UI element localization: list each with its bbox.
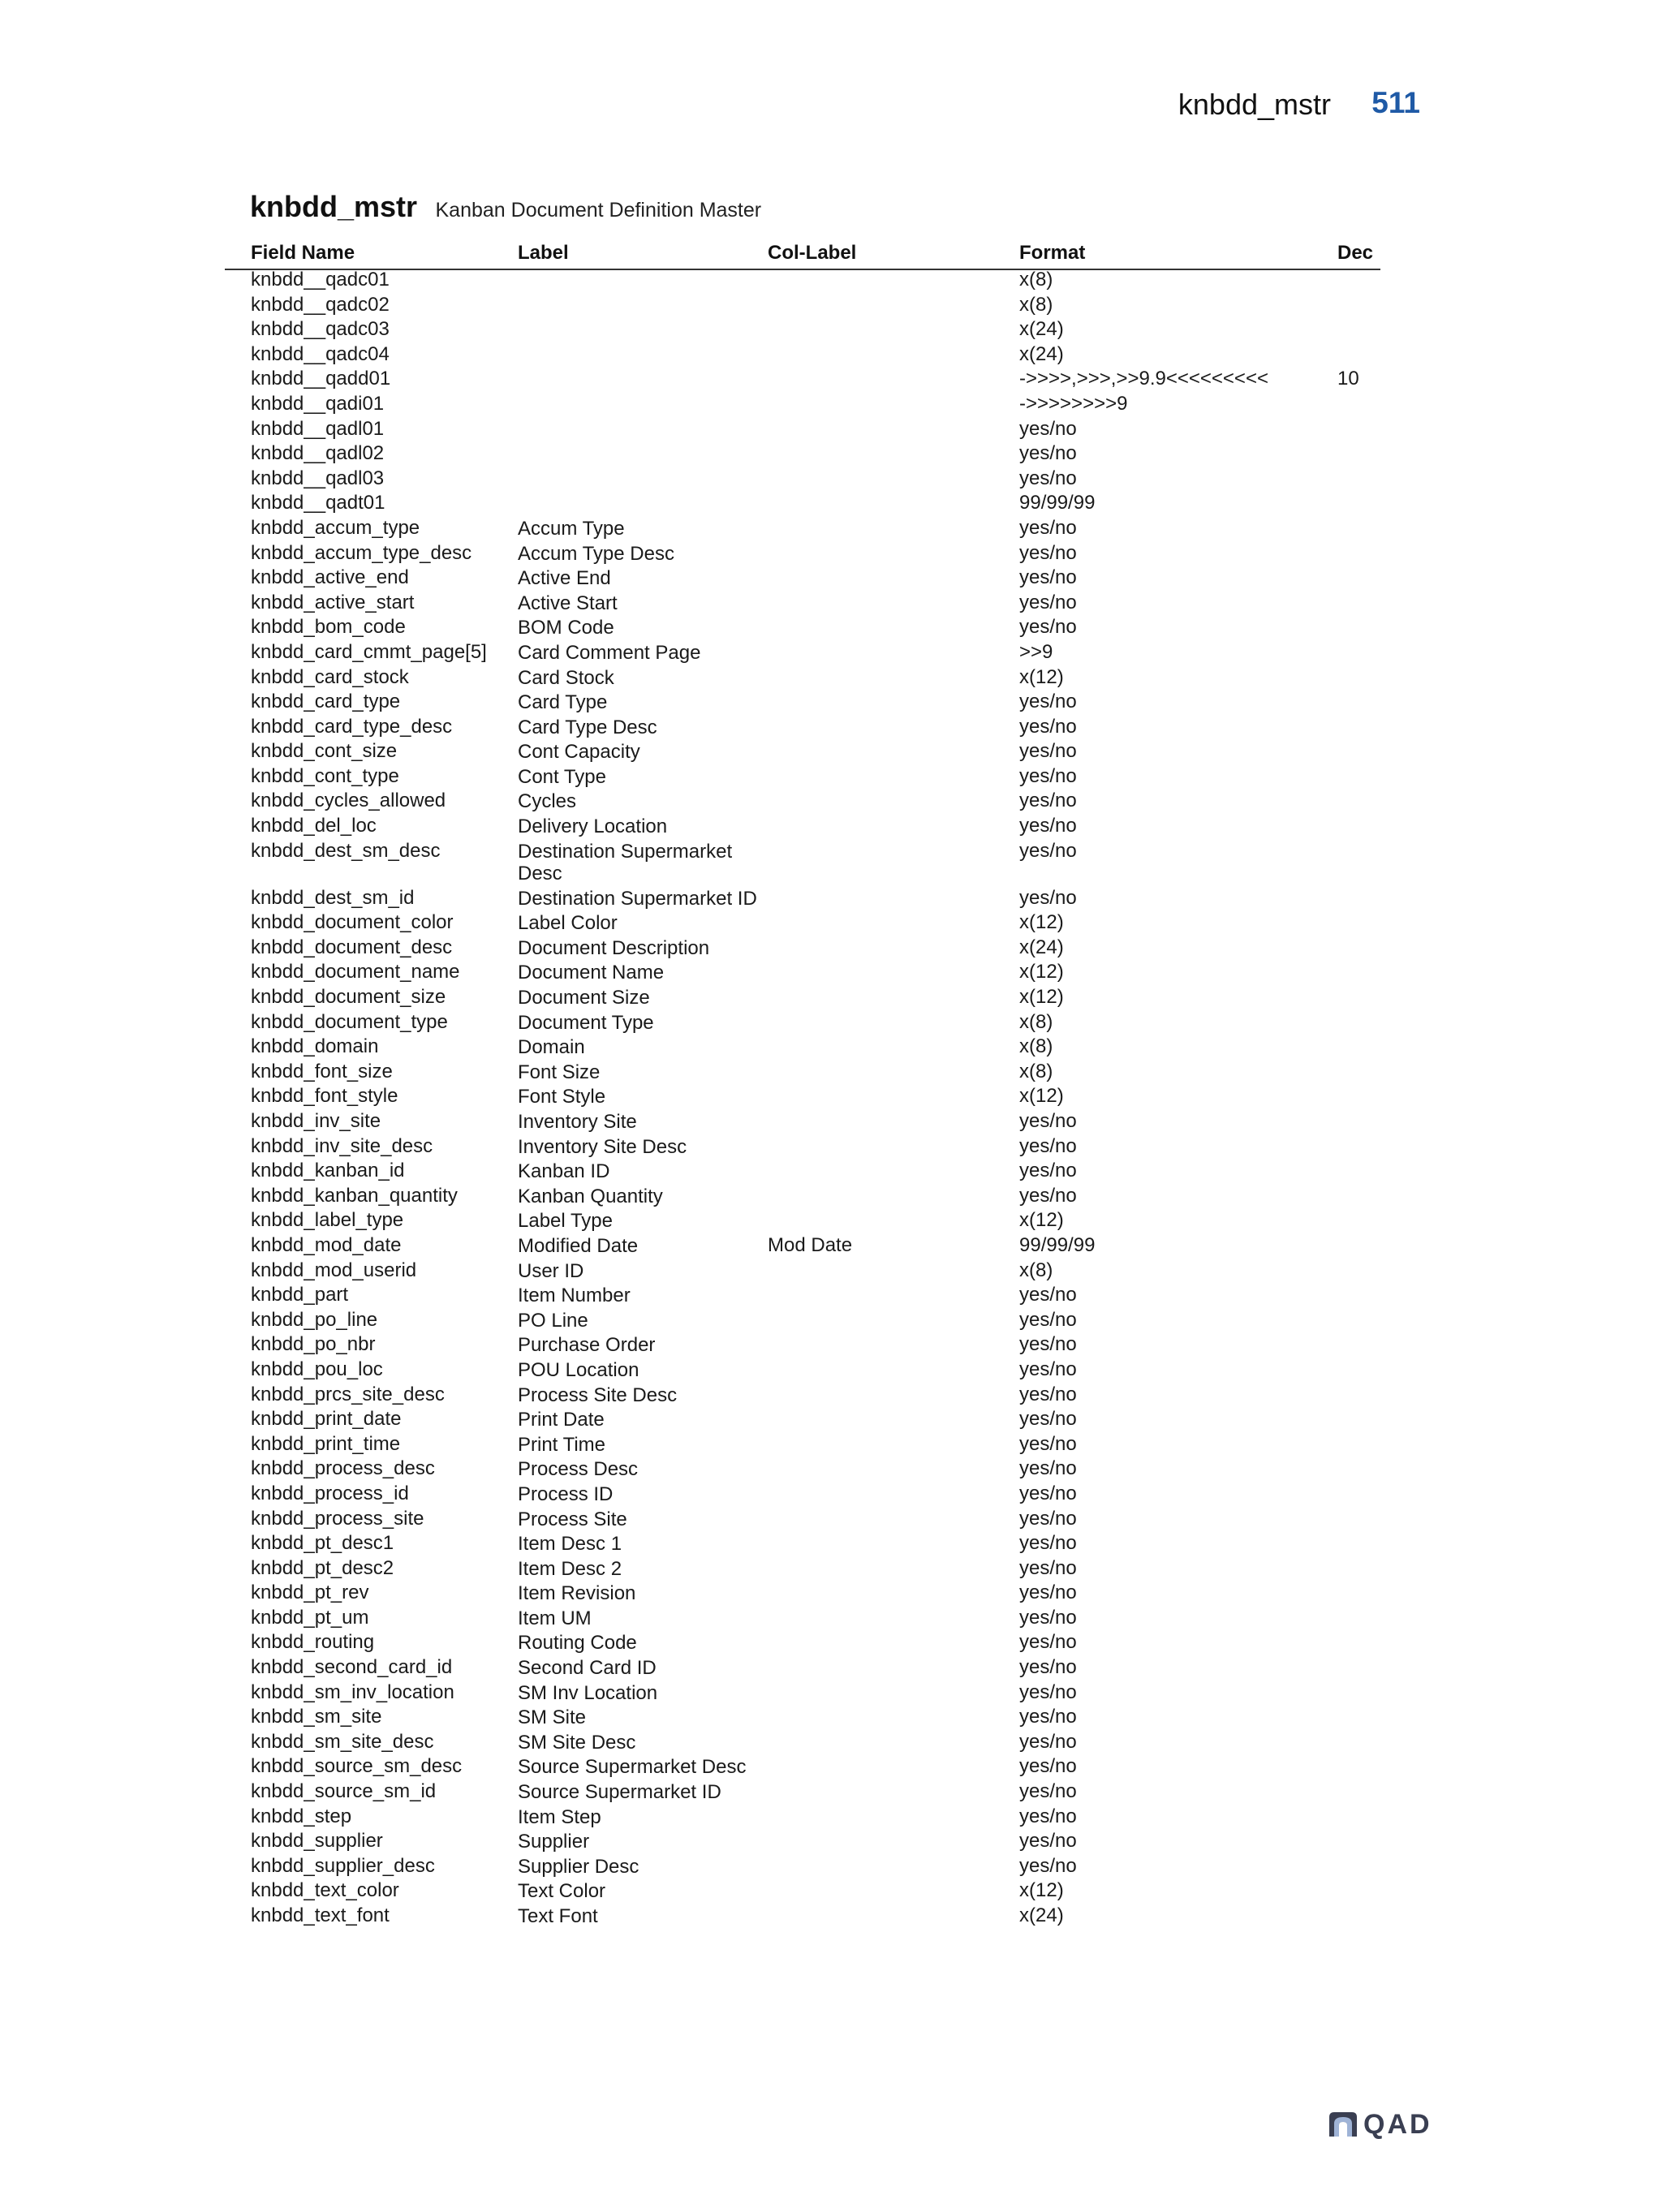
label-cell: Destination Supermarket Desc (518, 840, 733, 884)
table-row (0, 1407, 1662, 1432)
field-name-cell: knbdd__qadi01 (251, 392, 385, 415)
table-row (0, 1208, 1662, 1233)
format-cell: yes/no (1019, 1110, 1077, 1132)
label-cell: Supplier Desc (518, 1855, 639, 1878)
column-header-format: Format (1019, 242, 1086, 264)
field-name-cell: knbdd_pt_desc1 (251, 1532, 394, 1555)
table-row (0, 886, 1662, 911)
label-cell: PO Line (518, 1309, 588, 1332)
field-name-cell: knbdd_card_stock (251, 665, 409, 688)
format-cell: yes/no (1019, 1830, 1077, 1853)
format-cell: x(12) (1019, 665, 1064, 688)
field-name-cell: knbdd_process_site (251, 1507, 424, 1530)
field-name-cell: knbdd_po_line (251, 1308, 378, 1331)
format-cell: x(12) (1019, 961, 1064, 983)
table-row (0, 541, 1662, 566)
field-name-cell: knbdd_document_color (251, 911, 454, 934)
format-cell: yes/no (1019, 1482, 1077, 1504)
label-cell: Label Color (518, 912, 618, 935)
field-name-cell: knbdd_print_date (251, 1408, 402, 1431)
format-cell: yes/no (1019, 1606, 1077, 1629)
column-header-dec: Dec (1337, 242, 1374, 264)
label-cell: SM Site (518, 1706, 587, 1729)
table-row (0, 985, 1662, 1010)
table-row (0, 1134, 1662, 1160)
label-cell: Source Supermarket Desc (518, 1756, 747, 1779)
field-name-cell: knbdd_sm_site_desc (251, 1730, 434, 1753)
format-cell: x(24) (1019, 1904, 1064, 1926)
field-name-cell: knbdd_sm_inv_location (251, 1681, 454, 1703)
label-cell: Active End (518, 567, 611, 590)
field-name-cell: knbdd_cont_size (251, 740, 398, 763)
field-name-cell: knbdd_label_type (251, 1209, 404, 1232)
qad-logo-icon (1328, 2111, 1358, 2138)
table-row (0, 739, 1662, 764)
format-cell: x(24) (1019, 318, 1064, 341)
format-cell: yes/no (1019, 1582, 1077, 1604)
field-table (0, 268, 1662, 1929)
label-cell: Print Date (518, 1409, 605, 1431)
table-row (0, 1432, 1662, 1457)
table-row (0, 1358, 1662, 1383)
format-cell: x(24) (1019, 342, 1064, 365)
label-cell: Text Color (518, 1880, 606, 1903)
format-cell: yes/no (1019, 467, 1077, 489)
format-cell: x(12) (1019, 1085, 1064, 1108)
field-name-cell: knbdd_cycles_allowed (251, 790, 446, 812)
label-cell: Cont Capacity (518, 741, 640, 764)
table-row (0, 1332, 1662, 1358)
field-name-cell: knbdd_pt_um (251, 1606, 369, 1629)
table-row (0, 1283, 1662, 1308)
table-row (0, 317, 1662, 342)
field-name-cell: knbdd_document_name (251, 961, 460, 983)
label-cell: Item Desc 1 (518, 1533, 622, 1556)
table-row (0, 491, 1662, 516)
label-cell: Item Desc 2 (518, 1557, 622, 1580)
table-row (0, 960, 1662, 985)
field-name-cell: knbdd_routing (251, 1631, 375, 1654)
format-cell: x(8) (1019, 1259, 1053, 1281)
table-row (0, 1878, 1662, 1904)
format-cell: yes/no (1019, 417, 1077, 440)
table-row (0, 392, 1662, 417)
field-name-cell: knbdd_part (251, 1284, 349, 1306)
table-row (0, 441, 1662, 467)
field-name-cell: knbdd_prcs_site_desc (251, 1383, 445, 1405)
table-row (0, 1010, 1662, 1035)
label-cell: Print Time (518, 1433, 606, 1456)
format-cell: yes/no (1019, 1358, 1077, 1380)
format-cell: yes/no (1019, 1532, 1077, 1555)
field-name-cell: knbdd_print_time (251, 1432, 401, 1455)
format-cell: x(24) (1019, 936, 1064, 958)
format-cell: yes/no (1019, 1631, 1077, 1654)
format-cell: yes/no (1019, 1333, 1077, 1356)
field-name-cell: knbdd_step (251, 1805, 352, 1827)
format-cell: x(12) (1019, 986, 1064, 1009)
field-name-cell: knbdd_pt_desc2 (251, 1556, 394, 1579)
table-row (0, 516, 1662, 541)
format-cell: yes/no (1019, 1556, 1077, 1579)
label-cell: Domain (518, 1036, 585, 1059)
table-row (0, 1829, 1662, 1854)
field-name-cell: knbdd_card_type (251, 691, 401, 713)
field-name-cell: knbdd_text_font (251, 1904, 390, 1926)
format-cell: ->>>>>>>>9 (1019, 392, 1128, 415)
table-row (0, 367, 1662, 392)
qad-logo-text: QAD (1363, 2108, 1432, 2140)
field-name-cell: knbdd_process_desc (251, 1457, 435, 1480)
field-name-cell: knbdd_accum_type (251, 516, 420, 539)
label-cell: Accum Type (518, 517, 625, 540)
qad-logo (1328, 2110, 1449, 2139)
page-header-table-name: knbdd_mstr (1178, 88, 1331, 121)
format-cell: yes/no (1019, 566, 1077, 589)
table-row (0, 936, 1662, 961)
table-row (0, 566, 1662, 591)
label-cell: Modified Date (518, 1234, 639, 1257)
table-row (0, 1109, 1662, 1134)
table-name: knbdd_mstr (250, 190, 418, 223)
column-header-col-label: Col-Label (768, 242, 857, 264)
format-cell: yes/no (1019, 1780, 1077, 1803)
label-cell: Second Card ID (518, 1657, 657, 1680)
label-cell: Item Number (518, 1285, 631, 1307)
format-cell: yes/no (1019, 1730, 1077, 1753)
format-cell: yes/no (1019, 839, 1077, 862)
field-name-cell: knbdd_font_size (251, 1060, 393, 1082)
label-cell: Active Start (518, 592, 618, 614)
format-cell: yes/no (1019, 1184, 1077, 1207)
field-name-cell: knbdd_kanban_quantity (251, 1184, 458, 1207)
label-cell: Inventory Site Desc (518, 1135, 687, 1158)
field-name-cell: knbdd_del_loc (251, 815, 377, 837)
table-row (0, 1233, 1662, 1259)
format-cell: yes/no (1019, 740, 1077, 763)
table-row (0, 1854, 1662, 1879)
table-row (0, 1507, 1662, 1532)
label-cell: Card Type (518, 691, 608, 714)
format-cell: yes/no (1019, 1134, 1077, 1157)
table-row (0, 1655, 1662, 1681)
label-cell: Inventory Site (518, 1111, 637, 1133)
label-cell: POU Location (518, 1358, 639, 1381)
table-row (0, 1754, 1662, 1779)
label-cell: Process Site (518, 1508, 627, 1530)
label-cell: Item UM (518, 1607, 592, 1629)
table-row (0, 839, 1662, 886)
field-name-cell: knbdd_font_style (251, 1085, 398, 1108)
format-cell: yes/no (1019, 1656, 1077, 1679)
label-cell: Purchase Order (518, 1334, 656, 1357)
format-cell: x(12) (1019, 911, 1064, 934)
field-name-cell: knbdd_source_sm_id (251, 1780, 437, 1803)
format-cell: yes/no (1019, 1432, 1077, 1455)
format-cell: yes/no (1019, 516, 1077, 539)
field-name-cell: knbdd_document_type (251, 1010, 448, 1033)
format-cell: 99/99/99 (1019, 492, 1096, 514)
table-row (0, 789, 1662, 814)
format-cell: yes/no (1019, 790, 1077, 812)
field-name-cell: knbdd_sm_site (251, 1706, 382, 1728)
format-cell: x(12) (1019, 1209, 1064, 1232)
format-cell: x(12) (1019, 1879, 1064, 1902)
format-cell: yes/no (1019, 691, 1077, 713)
label-cell: User ID (518, 1259, 584, 1282)
label-cell: Kanban ID (518, 1160, 610, 1183)
field-name-cell: knbdd__qadc02 (251, 293, 390, 316)
format-cell: yes/no (1019, 1507, 1077, 1530)
table-row (0, 1681, 1662, 1706)
field-name-cell: knbdd_po_nbr (251, 1333, 376, 1356)
field-name-cell: knbdd_supplier (251, 1830, 383, 1853)
format-cell: yes/no (1019, 764, 1077, 787)
field-name-cell: knbdd__qadl03 (251, 467, 385, 489)
table-row (0, 1259, 1662, 1284)
label-cell: Delivery Location (518, 816, 668, 838)
field-name-cell: knbdd_inv_site_desc (251, 1134, 433, 1157)
table-row (0, 1531, 1662, 1556)
label-cell: Supplier (518, 1831, 590, 1853)
field-name-cell: knbdd__qadc03 (251, 318, 390, 341)
field-name-cell: knbdd__qadl02 (251, 442, 385, 465)
table-row (0, 1904, 1662, 1929)
format-cell: yes/no (1019, 1457, 1077, 1480)
field-name-cell: knbdd_active_start (251, 591, 415, 613)
table-row (0, 1035, 1662, 1060)
table-row (0, 342, 1662, 368)
table-row (0, 1457, 1662, 1482)
format-cell: yes/no (1019, 591, 1077, 613)
table-row (0, 1805, 1662, 1830)
table-row (0, 640, 1662, 665)
field-name-cell: knbdd_document_desc (251, 936, 453, 958)
table-row (0, 1730, 1662, 1755)
field-name-cell: knbdd_mod_userid (251, 1259, 417, 1281)
table-row (0, 1308, 1662, 1333)
table-row (0, 1779, 1662, 1805)
label-cell: Cont Type (518, 765, 606, 788)
table-row (0, 591, 1662, 616)
dec-cell: 10 (1337, 368, 1359, 390)
field-name-cell: knbdd_card_cmmt_page[5] (251, 640, 487, 663)
format-cell: yes/no (1019, 616, 1077, 639)
table-row (0, 1482, 1662, 1507)
table-description: Kanban Document Definition Master (435, 199, 762, 222)
table-row (0, 1060, 1662, 1085)
table-row (0, 1159, 1662, 1184)
field-name-cell: knbdd__qadd01 (251, 368, 391, 390)
label-cell: Destination Supermarket ID (518, 887, 757, 910)
table-row (0, 615, 1662, 640)
field-name-cell: knbdd__qadc04 (251, 342, 390, 365)
field-name-cell: knbdd_pou_loc (251, 1358, 383, 1380)
column-header-field-name: Field Name (251, 242, 355, 264)
col-label-cell: Mod Date (768, 1233, 853, 1256)
column-header-label: Label (518, 242, 569, 264)
format-cell: yes/no (1019, 541, 1077, 564)
table-row (0, 910, 1662, 936)
format-cell: yes/no (1019, 1284, 1077, 1306)
field-name-cell: knbdd_text_color (251, 1879, 399, 1902)
format-cell: yes/no (1019, 1308, 1077, 1331)
format-cell: yes/no (1019, 886, 1077, 909)
label-cell: Item Revision (518, 1582, 636, 1605)
field-name-cell: knbdd__qadl01 (251, 417, 385, 440)
format-cell: yes/no (1019, 1805, 1077, 1827)
format-cell: x(8) (1019, 1010, 1053, 1033)
format-cell: yes/no (1019, 1408, 1077, 1431)
field-name-cell: knbdd_pt_rev (251, 1582, 369, 1604)
label-cell: Font Size (518, 1061, 601, 1083)
field-name-cell: knbdd_cont_type (251, 764, 399, 787)
field-name-cell: knbdd_bom_code (251, 616, 406, 639)
field-name-cell: knbdd_supplier_desc (251, 1854, 435, 1877)
field-name-cell: knbdd_dest_sm_id (251, 886, 415, 909)
format-cell: x(8) (1019, 269, 1053, 290)
format-cell: yes/no (1019, 815, 1077, 837)
table-row (0, 715, 1662, 740)
label-cell: Routing Code (518, 1632, 637, 1655)
field-name-cell: knbdd_second_card_id (251, 1656, 453, 1679)
field-name-cell: knbdd_dest_sm_desc (251, 839, 441, 862)
format-cell: yes/no (1019, 1160, 1077, 1182)
format-cell: yes/no (1019, 1681, 1077, 1703)
label-cell: Cycles (518, 790, 577, 813)
label-cell: Card Type Desc (518, 716, 657, 738)
table-row (0, 1383, 1662, 1408)
format-cell: x(8) (1019, 1060, 1053, 1082)
format-cell: ->>>>,>>>,>>9.9<<<<<<<<< (1019, 368, 1268, 390)
table-row (0, 764, 1662, 790)
field-name-cell: knbdd_domain (251, 1035, 379, 1058)
label-cell: SM Inv Location (518, 1681, 658, 1704)
field-name-cell: knbdd_document_size (251, 986, 446, 1009)
label-cell: Document Type (518, 1011, 654, 1034)
format-cell: yes/no (1019, 1854, 1077, 1877)
format-cell: x(8) (1019, 293, 1053, 316)
label-cell: Document Name (518, 962, 665, 984)
label-cell: Process ID (518, 1483, 614, 1505)
format-cell: >>9 (1019, 640, 1053, 663)
format-cell: x(8) (1019, 1035, 1053, 1058)
table-row (0, 1084, 1662, 1109)
label-cell: Process Desc (518, 1458, 639, 1481)
format-cell: yes/no (1019, 715, 1077, 738)
table-row (0, 1184, 1662, 1209)
table-row (0, 690, 1662, 715)
field-name-cell: knbdd_source_sm_desc (251, 1755, 463, 1778)
table-row (0, 1705, 1662, 1730)
label-cell: Card Stock (518, 666, 614, 689)
label-cell: Kanban Quantity (518, 1185, 663, 1207)
table-row (0, 1606, 1662, 1631)
field-name-cell: knbdd__qadc01 (251, 269, 390, 290)
field-name-cell: knbdd_process_id (251, 1482, 409, 1504)
label-cell: Accum Type Desc (518, 542, 674, 565)
label-cell: Text Font (518, 1905, 598, 1927)
field-name-cell: knbdd_inv_site (251, 1110, 381, 1132)
table-row (0, 814, 1662, 839)
field-name-cell: knbdd_mod_date (251, 1233, 402, 1256)
table-row (0, 665, 1662, 691)
format-cell: yes/no (1019, 1383, 1077, 1405)
label-cell: Label Type (518, 1210, 613, 1233)
label-cell: Document Description (518, 936, 710, 959)
table-row (0, 1556, 1662, 1582)
label-cell: SM Site Desc (518, 1731, 636, 1754)
label-cell: Process Site Desc (518, 1384, 678, 1406)
format-cell: yes/no (1019, 1706, 1077, 1728)
field-name-cell: knbdd__qadt01 (251, 492, 385, 514)
label-cell: Card Comment Page (518, 641, 701, 664)
field-name-cell: knbdd_active_end (251, 566, 409, 589)
table-row (0, 467, 1662, 492)
table-row (0, 1630, 1662, 1655)
label-cell: Source Supermarket ID (518, 1781, 721, 1804)
label-cell: BOM Code (518, 617, 614, 639)
table-row (0, 268, 1662, 293)
field-name-cell: knbdd_card_type_desc (251, 715, 453, 738)
format-cell: yes/no (1019, 1755, 1077, 1778)
label-cell: Document Size (518, 987, 650, 1009)
table-row (0, 1581, 1662, 1606)
page-number: 511 (1371, 86, 1420, 119)
table-title (250, 190, 761, 224)
table-row (0, 417, 1662, 442)
table-row (0, 293, 1662, 318)
format-cell: 99/99/99 (1019, 1233, 1096, 1256)
label-cell: Font Style (518, 1086, 606, 1108)
field-name-cell: knbdd_accum_type_desc (251, 541, 472, 564)
label-cell: Item Step (518, 1805, 601, 1828)
field-name-cell: knbdd_kanban_id (251, 1160, 405, 1182)
format-cell: yes/no (1019, 442, 1077, 465)
